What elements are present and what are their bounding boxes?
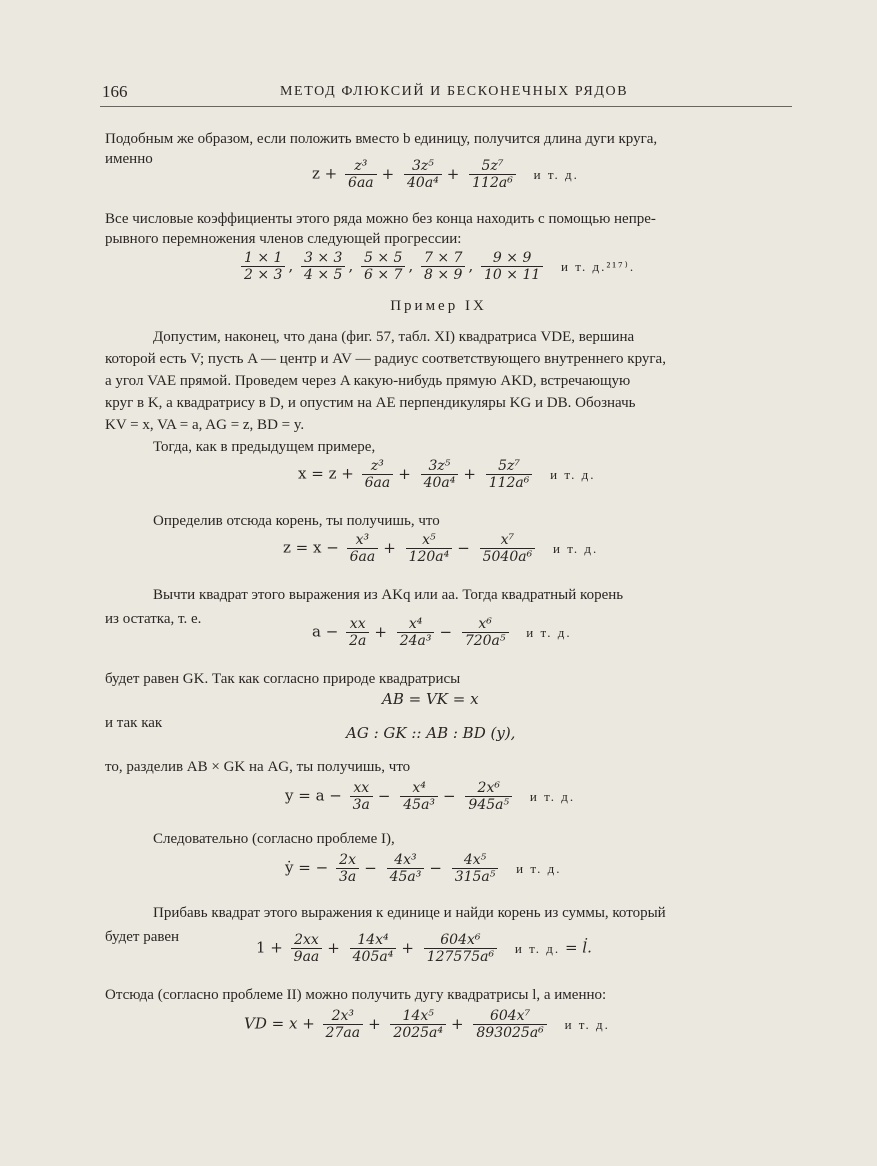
paragraph-line: рывного перемножения членов следующей прогрессии: — [105, 231, 462, 247]
fraction: $\frac{\text{4x⁵}}{\text{315a⁵}}$ — [452, 852, 499, 885]
fraction: $\frac{xx}{3a}$ — [350, 780, 373, 813]
paragraph-line: Допустим, наконец, что дана (фиг. 57, табл. XI) квадратриса VDE, вершина — [153, 329, 635, 345]
etc-label: и т. д. — [514, 940, 561, 956]
formula-progression: $\frac{1 \times 1}{2 \times 3}$ , $\frac{3 \times 3}{4 \times 5}$ , $\frac{5 \times 5}{6 \times 7}$ , $\frac{7 \times 7}{8 \times 9}$ , $\frac{9 \times 9}{10 \times 11}$ и т. д.²¹⁷⁾. — [238, 250, 635, 283]
etc-label: и т. д.²¹⁷⁾. — [561, 258, 636, 274]
etc-label: и т. д. — [533, 166, 579, 182]
paragraph-line: то, разделив AB × GK на AG, ты получишь, что — [105, 759, 411, 775]
formula-tail: = l̇. — [564, 938, 592, 957]
paragraph-line: будет равен — [105, 929, 180, 945]
formula-x-series: x = z + $\frac{\text{z³}}{6aa}$ + $\frac{\text{3z⁵}}{\text{40a⁴}}$ + $\frac{\text{5z⁷}}{\text{112a⁶}}$ и т. д. — [298, 458, 596, 491]
page-number: 166 — [102, 82, 128, 101]
running-title: МЕТОД ФЛЮКСИЙ И БЕСКОНЕЧНЫХ РЯДОВ — [280, 84, 629, 99]
etc-label: и т. д. — [526, 624, 572, 640]
fraction: $\frac{\text{4x³}}{\text{45a³}}$ — [387, 852, 425, 885]
etc-label: и т. д. — [550, 466, 596, 482]
formula-lead: x = z + — [298, 464, 354, 483]
formula-arc-quadratrix: VD = x + $\frac{\text{2x³}}{27aa}$ + $\frac{\text{14x⁵}}{\text{2025a⁴}}$ + $\frac{\text{604x⁷}}{\text{893025a⁶}}$ и т. д. — [244, 1008, 610, 1041]
fraction: $\frac{\text{x⁵}}{\text{120a⁴}}$ — [406, 532, 453, 565]
etc-label: и т. д. — [564, 1016, 610, 1032]
paragraph-line: круг в K, а квадратрису в D, и опустим на AE перпендикуляры KG и DB. Обозначь — [105, 395, 636, 411]
fraction: $\frac{\text{604x⁶}}{\text{127575a⁶}}$ — [424, 932, 497, 965]
paragraph-line: которой есть V; пусть A — центр и AV — радиус соответствующего внутреннего круга, — [105, 351, 666, 367]
paragraph-line: Следовательно (согласно проблеме I), — [153, 831, 395, 847]
formula-proportion: AG : GK :: AB : BD (y), — [346, 724, 516, 742]
fraction: $\frac{\text{x⁴}}{\text{24a³}}$ — [397, 616, 435, 649]
fraction: $\frac{xx}{2a}$ — [346, 616, 369, 649]
fraction: $\frac{5 \times 5}{6 \times 7}$ — [361, 250, 405, 283]
formula-lead: z = x − — [283, 538, 339, 557]
formula-lead: z + — [312, 164, 338, 183]
paragraph-line: Подобным же образом, если положить вместо b единицу, получится длина дуги круга, — [105, 131, 658, 147]
fraction: $\frac{\text{5z⁷}}{\text{112a⁶}}$ — [486, 458, 533, 491]
fraction: $\frac{\text{3z⁵}}{\text{40a⁴}}$ — [421, 458, 459, 491]
formula-root-remainder: a − $\frac{xx}{2a}$ + $\frac{\text{x⁴}}{\text{24a³}}$ − $\frac{\text{x⁶}}{\text{720a⁵}}$ и т. д. — [312, 616, 572, 649]
formula-z-series: z = x − $\frac{\text{x³}}{6aa}$ + $\frac{\text{x⁵}}{\text{120a⁴}}$ − $\frac{\text{x⁷}}{\text{5040a⁶}}$ и т. д. — [283, 532, 599, 565]
etc-label: и т. д. — [529, 788, 576, 804]
paragraph-line: и так как — [105, 715, 163, 731]
formula-sum-root: 1 + $\frac{2xx}{9aa}$ + $\frac{\text{14x⁴}}{\text{405a⁴}}$ + $\frac{\text{604x⁶}}{\text{127575a⁶}}$ и т. д. = l̇. — [256, 932, 592, 965]
fraction: $\frac{\text{14x⁴}}{\text{405a⁴}}$ — [350, 932, 397, 965]
paragraph-line: а угол VAE прямой. Проведем через A какую-нибудь прямую AKD, встречающую — [105, 373, 631, 389]
fraction: $\frac{\text{3z⁵}}{\text{40a⁴}}$ — [404, 158, 442, 191]
fraction: $\frac{\text{2x³}}{27aa}$ — [323, 1008, 364, 1041]
paragraph-line: Определив отсюда корень, ты получишь, что — [153, 513, 440, 529]
paragraph-line: Все числовые коэффициенты этого ряда можно без конца находить с помощью непре- — [105, 211, 656, 227]
fraction: $\frac{\text{5z⁷}}{\text{112a⁶}}$ — [469, 158, 516, 191]
formula-lead: y = a − — [285, 786, 342, 805]
paragraph-line: Тогда, как в предыдущем примере, — [153, 439, 376, 455]
paragraph-line: Вычти квадрат этого выражения из AKq или aa. Тогда квадратный корень — [153, 587, 624, 603]
fraction: $\frac{\text{x⁴}}{\text{45a³}}$ — [400, 780, 438, 813]
fraction: $\frac{\text{604x⁷}}{\text{893025a⁶}}$ — [473, 1008, 546, 1041]
fraction: $\frac{2x}{3a}$ — [336, 852, 359, 885]
paragraph-line: Отсюда (согласно проблеме II) можно получить дугу квадратрисы l, а именно: — [105, 987, 607, 1003]
formula-y-series: y = a − $\frac{xx}{3a}$ − $\frac{\text{x⁴}}{\text{45a³}}$ − $\frac{\text{2x⁶}}{\text{945a⁵}}$ и т. д. — [285, 780, 576, 813]
fraction: $\frac{\text{2x⁶}}{\text{945a⁵}}$ — [465, 780, 512, 813]
formula-lead: ẏ = − — [285, 858, 329, 877]
fraction: $\frac{\text{14x⁵}}{\text{2025a⁴}}$ — [390, 1008, 446, 1041]
formula-arc-circle: z + $\frac{\text{z³}}{6aa}$ + $\frac{\text{3z⁵}}{\text{40a⁴}}$ + $\frac{\text{5z⁷}}{\text{112a⁶}}$ и т. д. — [312, 158, 579, 191]
formula-ab-vk: AB = VK = x — [382, 690, 479, 708]
fraction: $\frac{\text{z³}}{6aa}$ — [345, 158, 377, 191]
fraction: $\frac{3 \times 3}{4 \times 5}$ — [301, 250, 345, 283]
etc-label: и т. д. — [552, 540, 599, 556]
section-heading: Пример IX — [390, 298, 487, 314]
fraction: $\frac{\text{x⁷}}{\text{5040a⁶}}$ — [480, 532, 536, 565]
fraction: $\frac{2xx}{9aa}$ — [291, 932, 323, 965]
page-header — [100, 82, 792, 107]
formula-lead: 1 + — [256, 938, 283, 957]
fraction: $\frac{1 \times 1}{2 \times 3}$ — [241, 250, 285, 283]
paragraph-line: именно — [105, 151, 153, 167]
formula-fluxion-y: ẏ = − $\frac{2x}{3a}$ − $\frac{\text{4x³}}{\text{45a³}}$ − $\frac{\text{4x⁵}}{\text{315a⁵}}$ и т. д. — [285, 852, 562, 885]
paragraph-line: из остатка, т. е. — [105, 611, 202, 627]
fraction: $\frac{\text{x⁶}}{\text{720a⁵}}$ — [462, 616, 509, 649]
etc-label: и т. д. — [516, 860, 562, 876]
fraction: $\frac{7 \times 7}{8 \times 9}$ — [421, 250, 465, 283]
fraction: $\frac{9 \times 9}{10 \times 11}$ — [481, 250, 543, 283]
formula-lead: VD = x + — [244, 1014, 315, 1033]
formula-lead: a − — [312, 622, 339, 641]
paragraph-line: KV = x, VA = a, AG = z, BD = y. — [105, 417, 305, 433]
fraction: $\frac{\text{z³}}{6aa}$ — [362, 458, 394, 491]
fraction: $\frac{\text{x³}}{6aa}$ — [347, 532, 379, 565]
paragraph-line: будет равен GK. Так как согласно природе квадратрисы — [105, 671, 461, 687]
paragraph-line: Прибавь квадрат этого выражения к единице и найди корень из суммы, который — [153, 905, 666, 921]
